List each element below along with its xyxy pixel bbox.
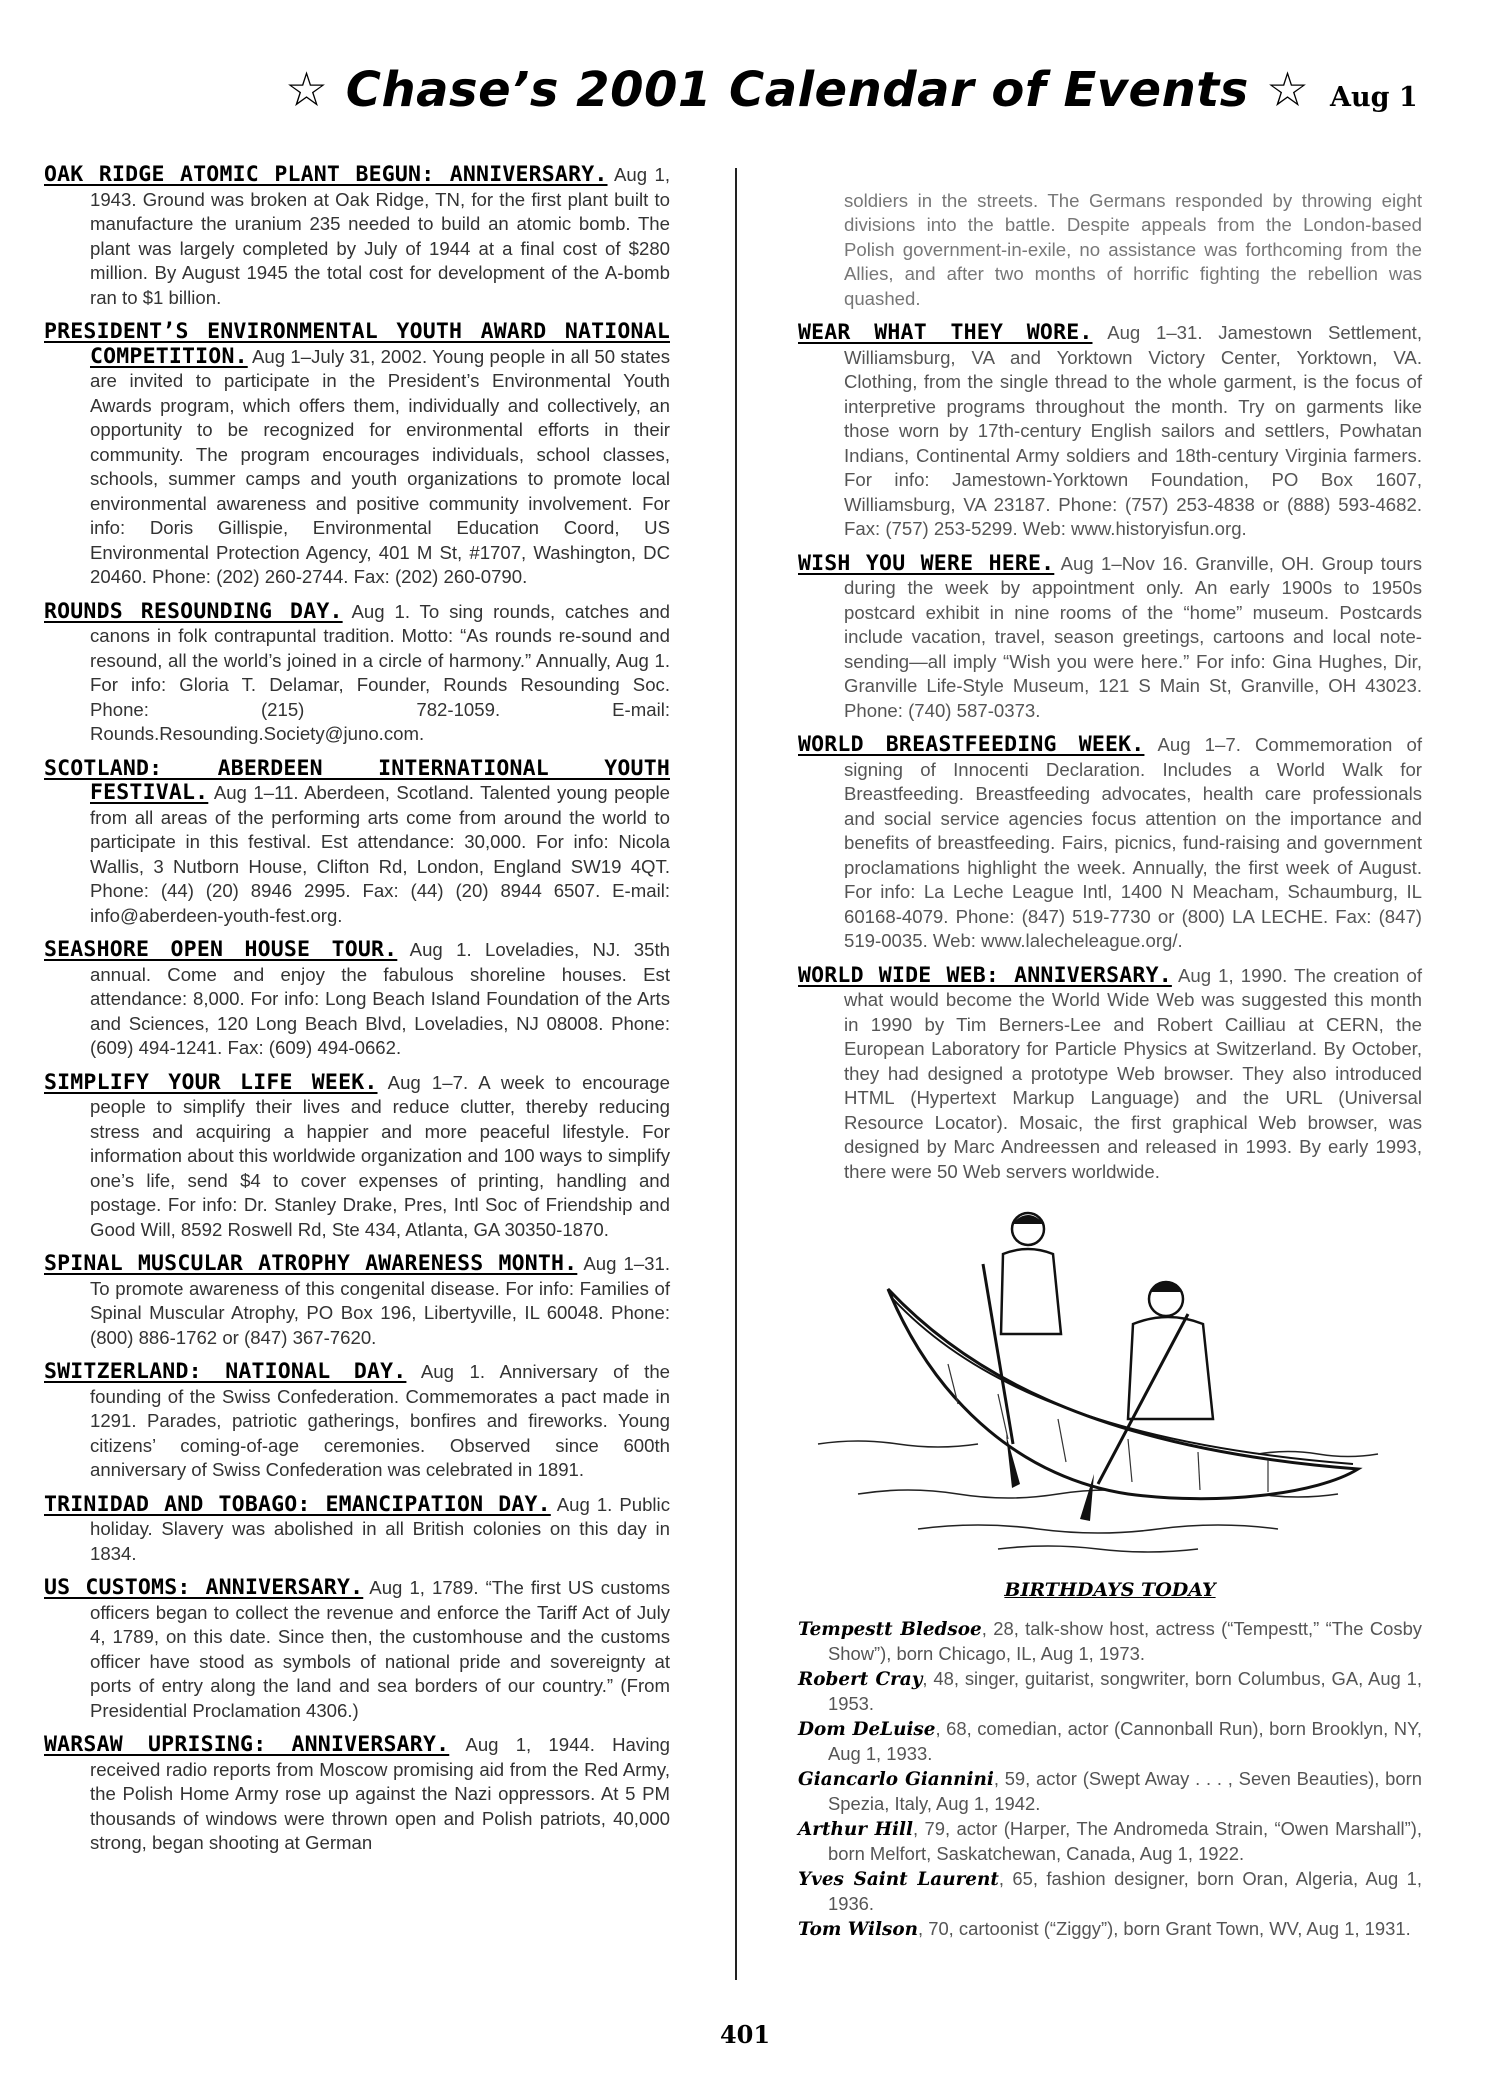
event-entry [44, 757, 670, 929]
event-heading: SCOTLAND: ABERDEEN INTERNATIONAL YOUTH FESTIVAL. [44, 755, 670, 805]
birthday-details: , 59, actor (Swept Away . . . , Seven Beauties), born Spezia, Italy, Aug 1, 1942. [828, 1767, 1422, 1814]
event-heading: WARSAW UPRISING: ANNIVERSARY. [44, 1732, 450, 1757]
page-title: ☆ Chase’s 2001 Calendar of Events ☆ [285, 62, 1310, 118]
birthday-entry [798, 1617, 1422, 1666]
birthday-details: , 48, singer, guitarist, songwriter, born Columbus, GA, Aug 1, 1953. [828, 1667, 1422, 1714]
event-heading: PRESIDENT’S ENVIRONMENTAL YOUTH AWARD NATIONAL COMPETITION. [44, 319, 670, 369]
event-body: Aug 1, 1789. “The first US customs officers began to collect the revenue and enforce the Tariff Act of July 4, 1789, on this date. Since then, the customhouse and the customs officer have stood as symbols of national pride and sovereignty at ports of entry along the land and sea borders of our country.” (From Presidential Proclamation 4306.) [90, 1577, 671, 1721]
event-entry [798, 321, 1422, 542]
event-heading: WORLD WIDE WEB: ANNIVERSARY. [798, 962, 1172, 988]
canoe-illustration [798, 1194, 1422, 1564]
event-entry [798, 964, 1422, 1185]
birthday-entry [798, 1867, 1422, 1916]
page-date: Aug 1 [1330, 82, 1418, 113]
canoe-icon [798, 1194, 1422, 1564]
event-heading: US CUSTOMS: ANNIVERSARY. [44, 1575, 364, 1600]
birthday-name: Tempestt Bledsoe [798, 1618, 982, 1640]
birthday-entry [798, 1917, 1422, 1942]
birthday-details: , 79, actor (Harper, The Andromeda Strain, “Owen Marshall”), born Melfort, Saskatchewan, Canada, Aug 1, 1922. [828, 1817, 1422, 1864]
birthday-entry [798, 1667, 1422, 1716]
event-heading: SPINAL MUSCULAR ATROPHY AWARENESS MONTH. [44, 1251, 578, 1276]
event-entry [44, 1493, 670, 1567]
birthday-entry [798, 1817, 1422, 1866]
event-entry [44, 1071, 670, 1243]
event-heading: OAK RIDGE ATOMIC PLANT BEGUN: ANNIVERSARY. [44, 162, 608, 187]
event-heading: SEASHORE OPEN HOUSE TOUR. [44, 937, 398, 962]
event-entry [44, 1733, 670, 1856]
event-entry [44, 1252, 670, 1350]
event-entry [44, 163, 670, 310]
event-entry [798, 552, 1422, 724]
birthday-details: , 28, talk-show host, actress (“Tempestt,” “The Cosby Show”), born Chicago, IL, Aug 1, 1973. [828, 1617, 1422, 1664]
birthday-name: Robert Cray [798, 1668, 923, 1690]
column-divider [735, 168, 737, 1980]
right-column [798, 170, 1422, 1943]
birthday-name: Dom DeLuise [798, 1718, 936, 1740]
event-body: Aug 1. Loveladies, NJ. 35th annual. Come and enjoy the fabulous shoreline houses. Est attendance: 8,000. For info: Long Beach Island Foundation of the Arts and Sciences, 120 Long Beach Blvd, Loveladies, NJ 08008. Phone: (609) 494-1241. Fax: (609) 494-0662. [90, 939, 670, 1058]
event-body: Aug 1, 1990. The creation of what would become the World Wide Web was suggested this month in 1990 by Tim Berners-Lee and Robert Cailliau at CERN, the European Laboratory for Particle Physics at Switzerland. By October, they had designed a prototype Web browser. They also introduced HTML (Hypertext Markup Language) and the URL (Universal Resource Locator). Mosaic, the first graphical Web browser, was designed by Marc Andreessen and released in 1993. By early 1993, there were 50 Web servers worldwide. [844, 964, 1423, 1182]
event-body: Aug 1–31. To promote awareness of this congenital disease. For info: Families of Spinal Muscular Atrophy, PO Box 196, Libertyville, IL 60048. Phone: (800) 886-1762 or (847) 367-7620. [90, 1253, 671, 1348]
birthday-entry [798, 1767, 1422, 1816]
event-heading: TRINIDAD AND TOBAGO: EMANCIPATION DAY. [44, 1491, 551, 1517]
event-entry [44, 1576, 670, 1723]
event-continuation: soldiers in the streets. The Germans responded by throwing eight divisions into the battle. Despite appeals from the London-based Polish government-in-exile, no assistance was forthcoming from the Allies, and after two months of horrific fighting the rebellion was quashed. [844, 189, 1422, 309]
event-body: Aug 1–31. Jamestown Settlement, Williamsburg, VA and Yorktown Victory Center, Yorktown, VA. Clothing, from the single thread to the whole garment, is the focus of interpretive programs throughout the month. Try on garments like those worn by 17th-century English sailors and settlers, Powhatan Indians, Continental Army soldiers and 18th-century Virginia farmers. For info: Jamestown-Yorktown Foundation, PO Box 1607, Williamsburg, VA 23187. Phone: (757) 253-4838 or (888) 593-4682. Fax: (757) 253-5299. Web: www.historyisfun.org. [844, 322, 1423, 540]
event-heading: WEAR WHAT THEY WORE. [798, 320, 1093, 346]
birthday-name: Giancarlo Giannini [798, 1768, 994, 1790]
left-column [44, 163, 670, 1866]
event-body: Aug 1. Anniversary of the founding of the Swiss Confederation. Commemorates a pact made in 1291. Parades, patriotic gatherings, bonfires and fireworks. Young citizens’ coming-of-age ceremonies. Observed since 600th anniversary of Swiss Confederation was celebrated in 1891. [90, 1361, 670, 1480]
birthday-entry [798, 1717, 1422, 1766]
event-heading: WORLD BREASTFEEDING WEEK. [798, 732, 1145, 758]
birthday-name: Arthur Hill [798, 1818, 913, 1840]
birthday-name: Yves Saint Laurent [798, 1868, 999, 1890]
page-header [0, 62, 1490, 132]
birthday-details: , 65, fashion designer, born Oran, Algeria, Aug 1, 1936. [828, 1867, 1422, 1914]
event-heading: SIMPLIFY YOUR LIFE WEEK. [44, 1069, 378, 1095]
event-body: Aug 1, 1944. Having received radio reports from Moscow promising aid from the Red Army, the Polish Home Army rose up against the Nazi oppressors. At 5 PM thousands of windows were thrown open and Polish patriots, 40,000 strong, began shooting at German [90, 1734, 671, 1853]
birthday-name: Tom Wilson [798, 1918, 918, 1940]
event-body: Aug 1, 1943. Ground was broken at Oak Ridge, TN, for the first plant built to manufacture the uranium 235 needed to build an atomic bomb. The plant was largely completed by July of 1944 at a final cost of $280 million. By August 1945 the total cost for development of the A-bomb ran to $1 billion. [90, 164, 670, 308]
event-body: Aug 1. Public holiday. Slavery was abolished in all British colonies on this day in 1834. [90, 1493, 670, 1564]
event-heading: WISH YOU WERE HERE. [798, 550, 1055, 576]
event-entry [44, 320, 670, 590]
event-body: Aug 1–11. Aberdeen, Scotland. Talented young people from all areas of the performing arts come from around the world to participate in this festival. Est attendance: 30,000. For info: Nicola Wallis, 3 Nutborn House, Clifton Rd, London, England SW19 4QT. Phone: (44) (20) 8946 2995. Fax: (44) (20) 8944 6507. E-mail: info@aberdeen-youth-fest.org. [90, 782, 671, 926]
event-heading: ROUNDS RESOUNDING DAY. [44, 598, 343, 624]
event-heading: SWITZERLAND: NATIONAL DAY. [44, 1359, 407, 1384]
event-body: Aug 1. To sing rounds, catches and canons in folk contrapuntal tradition. Motto: “As rounds re-sound and resound, all the world’s joined in a circle of harmony.” Annually, Aug 1. For info: Gloria T. Delamar, Founder, Rounds Resounding Soc. Phone: (215) 782-1059. E-mail: Rounds.Resounding.Society@juno.com. [90, 600, 671, 744]
event-body: Aug 1–Nov 16. Granville, OH. Group tours during the week by appointment only. An early 1900s to 1950s postcard exhibit in nine rooms of the “home” museum. Postcards include vacation, travel, season greetings, cartoons and local note-sending—all imply “Wish you were here.” For info: Gina Hughes, Dir, Granville Life-Style Museum, 121 S Main St, Granville, OH 43023. Phone: (740) 587-0373. [844, 552, 1423, 721]
page-number: 401 [719, 2020, 771, 2049]
event-body: Aug 1–7. Commemoration of signing of Innocenti Declaration. Includes a World Walk for Breastfeeding. Breastfeeding advocates, health care professionals and social service agencies focus attention on the importance and benefits of breastfeeding. Fairs, picnics, fund-raising and government proclamations highlight the week. Annually, the first week of August. For info: La Leche League Intl, 1400 N Meacham, Schaumburg, IL 60168-4079. Phone: (847) 519-7730 or (800) LA LECHE. Fax: (847) 519-0035. Web: www.lalecheleague.org/. [844, 734, 1422, 952]
birthdays-heading: BIRTHDAYS TODAY [1004, 1579, 1216, 1602]
event-body: Aug 1–7. A week to encourage people to simplify their lives and reduce clutter, thereby reducing stress and acquiring a happier and more peaceful lifestyle. For information about this worldwide organization and 100 ways to simplify one’s life, send $4 to cover expenses of printing, handling and postage. For info: Dr. Stanley Drake, Pres, Intl Soc of Friendship and Good Will, 8592 Roswell Rd, Ste 434, Atlanta, GA 30350-1870. [90, 1071, 670, 1240]
birthday-details: , 68, comedian, actor (Cannonball Run), born Brooklyn, NY, Aug 1, 1933. [828, 1717, 1422, 1764]
event-entry [44, 1360, 670, 1483]
birthday-details: , 70, cartoonist (“Ziggy”), born Grant Town, WV, Aug 1, 1931. [918, 1917, 1411, 1939]
event-entry [44, 938, 670, 1061]
event-entry [798, 733, 1422, 954]
event-entry [44, 600, 670, 747]
event-body: Aug 1–July 31, 2002. Young people in all 50 states are invited to participate in the President’s Environmental Youth Awards program, which offers them, individually and collectively, an opportunity to be recognized for environmental efforts in their community. The program encourages individuals, school classes, schools, summer camps and youth organizations to promote local environmental awareness and positive community involvement. For info: Doris Gillispie, Environmental Education Coord, US Environmental Protection Agency, 401 M St, #1707, Washington, DC 20460. Phone: (202) 260-2744. Fax: (202) 260-0790. [90, 345, 671, 587]
